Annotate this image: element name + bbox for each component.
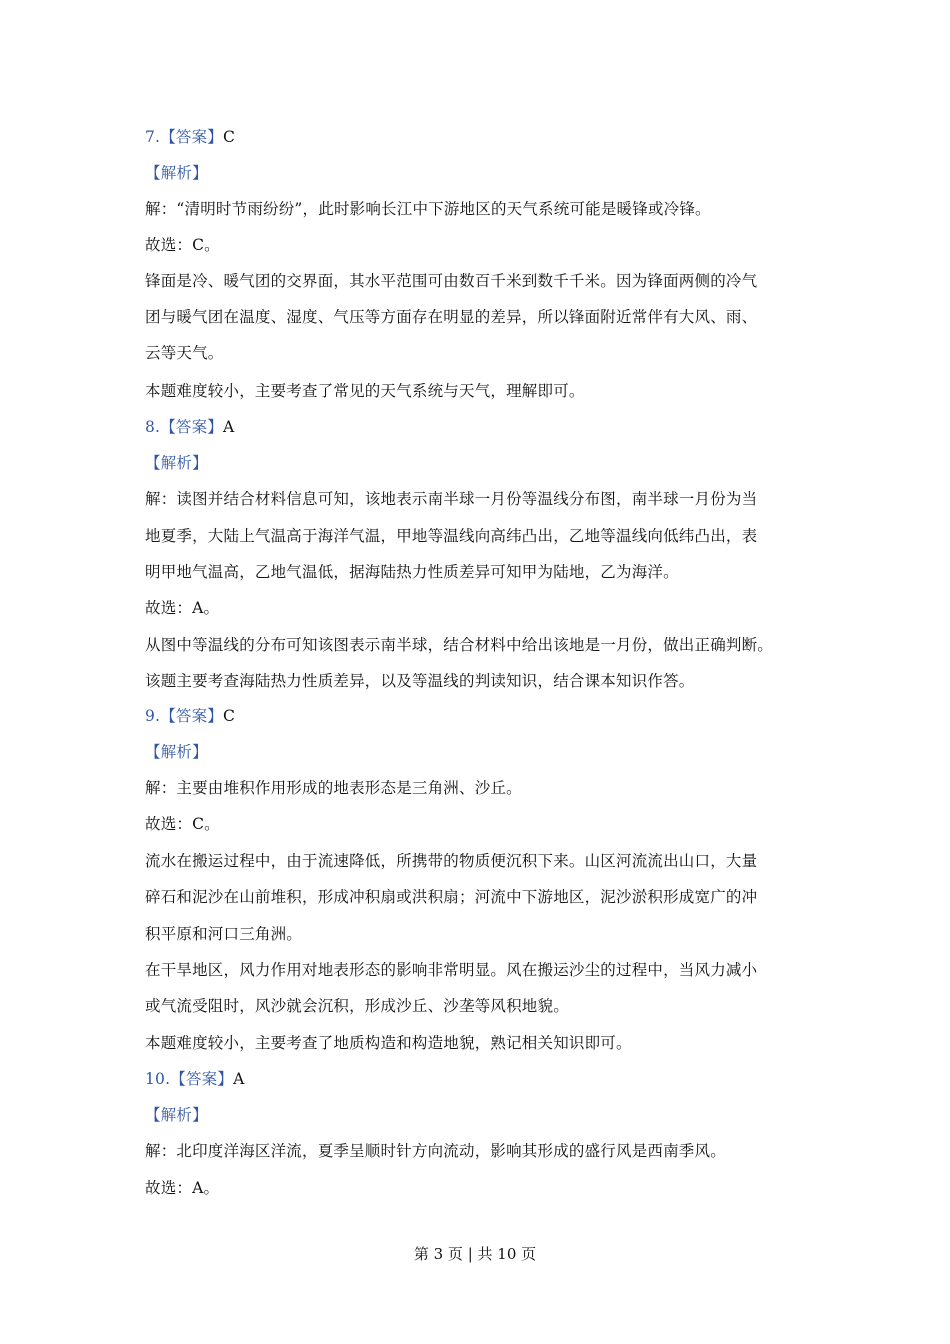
question-number: 7. xyxy=(145,128,161,146)
analysis-line: 流水在搬运过程中，由于流速降低，所携带的物质便沉积下来。山区河流流出山口，大量 xyxy=(145,852,758,870)
analysis-line: 在干旱地区，风力作用对地表形态的影响非常明显。风在搬运沙尘的过程中，当风力减小 xyxy=(145,961,758,979)
analysis-line: 明甲地气温高，乙地气温低，据海陆热力性质差异可知甲为陆地，乙为海洋。 xyxy=(145,563,679,581)
analysis-line: 解：读图并结合材料信息可知，该地表示南半球一月份等温线分布图，南半球一月份为当 xyxy=(145,490,758,508)
analysis-line: 故选：A。 xyxy=(145,599,220,617)
answer-heading-q7 xyxy=(145,127,810,147)
answer-tag: 【答案】 xyxy=(160,418,224,436)
answer-value: C xyxy=(223,128,236,146)
analysis-line: 从图中等温线的分布可知该图表示南半球，结合材料中给出该地是一月份，做出正确判断。 xyxy=(145,636,774,654)
answer-value: A xyxy=(233,1070,245,1088)
analysis-line: 该题主要考查海陆热力性质差异，以及等温线的判读知识，结合课本知识作答。 xyxy=(145,672,695,690)
question-number: 9. xyxy=(145,707,161,725)
answer-value: A xyxy=(223,418,235,436)
analysis-line: 本题难度较小，主要考查了地质构造和构造地貌，熟记相关知识即可。 xyxy=(145,1034,632,1052)
answer-tag: 【答案】 xyxy=(160,128,224,146)
question-number: 10. xyxy=(145,1070,171,1088)
analysis-tag-q9: 【解析】 xyxy=(145,743,208,761)
analysis-line: 解：主要由堆积作用形成的地表形态是三角洲、沙丘。 xyxy=(145,779,522,797)
analysis-line: 解：“清明时节雨纷纷”，此时影响长江中下游地区的天气系统可能是暖锋或冷锋。 xyxy=(145,200,711,218)
analysis-line: 地夏季，大陆上气温高于海洋气温，甲地等温线向高纬凸出，乙地等温线向低纬凸出，表 xyxy=(145,527,758,545)
analysis-tag-q10: 【解析】 xyxy=(145,1106,208,1124)
analysis-line: 碎石和泥沙在山前堆积，形成冲积扇或洪积扇；河流中下游地区，泥沙淤积形成宽广的冲 xyxy=(145,888,758,906)
answer-heading-q9 xyxy=(145,706,810,726)
analysis-tag-q8: 【解析】 xyxy=(145,454,208,472)
answer-heading-q8 xyxy=(145,417,810,437)
answer-tag: 【答案】 xyxy=(170,1070,234,1088)
analysis-line: 云等天气。 xyxy=(145,344,224,362)
analysis-line: 团与暖气团在温度、湿度、气压等方面存在明显的差异，所以锋面附近常伴有大风、雨、 xyxy=(145,308,758,326)
question-number: 8. xyxy=(145,418,161,436)
analysis-line: 本题难度较小，主要考查了常见的天气系统与天气，理解即可。 xyxy=(145,382,585,400)
answer-value: C xyxy=(223,707,236,725)
analysis-line: 解：北印度洋海区洋流，夏季呈顺时针方向流动，影响其形成的盛行风是西南季风。 xyxy=(145,1142,726,1160)
analysis-line: 故选：C。 xyxy=(145,815,220,833)
analysis-line: 故选：C。 xyxy=(145,236,220,254)
answer-tag: 【答案】 xyxy=(160,707,224,725)
answer-heading-q10 xyxy=(145,1069,810,1089)
analysis-line: 故选：A。 xyxy=(145,1179,220,1197)
analysis-line: 锋面是冷、暖气团的交界面，其水平范围可由数百千米到数千千米。因为锋面两侧的冷气 xyxy=(145,272,758,290)
analysis-line: 或气流受阻时，风沙就会沉积，形成沙丘、沙垄等风积地貌。 xyxy=(145,997,569,1015)
analysis-line: 积平原和河口三角洲。 xyxy=(145,925,303,943)
analysis-tag-q7: 【解析】 xyxy=(145,164,208,182)
page-footer: 第 3 页 | 共 10 页 xyxy=(413,1245,537,1263)
